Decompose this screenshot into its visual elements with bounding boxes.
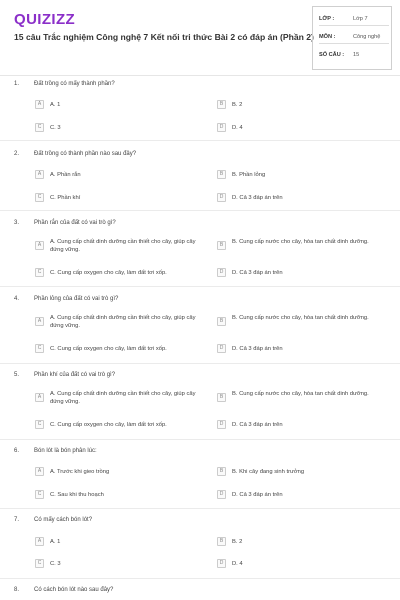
option-letter-box: B	[217, 170, 226, 179]
option-text: A. Cung cấp chất dinh dưỡng cần thiết cho cây, giúp cây đứng vững.	[50, 391, 196, 405]
option-letter-box: A	[35, 467, 44, 476]
option-text: B. 2	[232, 102, 243, 108]
option-letter-box: C	[35, 123, 44, 132]
option-text: B. Phần lỏng	[232, 172, 266, 178]
option-text: B. Cung cấp nước cho cây, hòa tan chất dinh dưỡng.	[232, 391, 369, 397]
meta-row-count	[319, 48, 389, 62]
option-text: D. 4	[232, 561, 243, 567]
option-text: A. 1	[50, 539, 61, 545]
option-text: D. Cả 3 đáp án trên	[232, 346, 283, 352]
question-number: 4.	[14, 296, 20, 302]
option-text: C. 3	[50, 561, 61, 567]
option-text: A. Trước khi gieo trồng	[50, 469, 110, 475]
meta-row-grade	[319, 12, 389, 26]
question-divider	[0, 140, 400, 141]
option-letter-box: C	[35, 490, 44, 499]
question-divider	[0, 439, 400, 440]
option-text: D. Cả 3 đáp án trên	[232, 195, 283, 201]
option-text: C. 3	[50, 125, 61, 131]
question-text: Phần lỏng của đất có vai trò gì?	[34, 296, 119, 302]
option-letter-box: D	[217, 420, 226, 429]
option-letter-box: B	[217, 100, 226, 109]
option-letter-box: A	[35, 393, 44, 402]
option-letter-box: B	[217, 317, 226, 326]
option-letter-box: B	[217, 393, 226, 402]
option-letter-box: C	[35, 559, 44, 568]
option-text: A. Cung cấp chất dinh dưỡng cần thiết cho cây, giúp cây đứng vững.	[50, 315, 196, 329]
option-text: D. 4	[232, 125, 243, 131]
question-divider	[0, 363, 400, 364]
option-text: C. Cung cấp oxygen cho cây, làm đất tơi xốp.	[50, 346, 167, 352]
worksheet-title: 15 câu Trắc nghiệm Công nghệ 7 Kết nối tri thức Bài 2 có đáp án (Phần 2)	[14, 32, 314, 42]
question-text: Bón lót là bón phân lúc:	[34, 448, 97, 454]
option-text: C. Phần khí	[50, 195, 81, 201]
option-text: A. Cung cấp chất dinh dưỡng cần thiết cho cây, giúp cây đứng vững.	[50, 239, 196, 253]
quizizz-logo: QUIZIZZ	[14, 11, 76, 28]
question-divider	[0, 286, 400, 287]
meta-key: LỚP :	[319, 16, 335, 22]
meta-box	[312, 6, 392, 70]
option-text: B. Cung cấp nước cho cây, hòa tan chất dinh dưỡng.	[232, 239, 369, 245]
option-text: A. Phần rắn	[50, 172, 81, 178]
option-letter-box: B	[217, 241, 226, 250]
question-number: 7.	[14, 517, 20, 523]
worksheet-header	[0, 0, 400, 76]
question-number: 3.	[14, 220, 20, 226]
question-divider	[0, 210, 400, 211]
option-letter-box: D	[217, 490, 226, 499]
option-text: B. Cung cấp nước cho cây, hòa tan chất dinh dưỡng.	[232, 315, 369, 321]
option-text: C. Sau khi thu hoạch	[50, 492, 104, 498]
option-letter-box: A	[35, 100, 44, 109]
question-text: Có mấy cách bón lót?	[34, 517, 93, 523]
option-text: A. 1	[50, 102, 61, 108]
question-number: 5.	[14, 372, 20, 378]
question-divider	[0, 508, 400, 509]
question-number: 8.	[14, 587, 20, 593]
question-text: Phần khí của đất có vai trò gì?	[34, 372, 116, 378]
option-text: C. Cung cấp oxygen cho cây, làm đất tơi xốp.	[50, 422, 167, 428]
meta-value: Công nghệ	[353, 34, 381, 40]
option-letter-box: A	[35, 537, 44, 546]
meta-row-subject	[319, 30, 389, 44]
meta-value: 15	[353, 52, 360, 58]
option-letter-box: D	[217, 123, 226, 132]
option-text: D. Cả 3 đáp án trên	[232, 422, 283, 428]
option-text: C. Cung cấp oxygen cho cây, làm đất tơi xốp.	[50, 270, 167, 276]
option-text: D. Cả 3 đáp án trên	[232, 270, 283, 276]
option-letter-box: A	[35, 170, 44, 179]
question-divider	[0, 578, 400, 579]
question-text: Đất trồng có mấy thành phần?	[34, 81, 115, 87]
header-divider	[0, 75, 400, 76]
question-text: Đất trồng có thành phần nào sau đây?	[34, 151, 137, 157]
question-number: 1.	[14, 81, 20, 87]
question-text: Có cách bón lót nào sau đây?	[34, 587, 114, 593]
option-letter-box: C	[35, 193, 44, 202]
meta-key: MÔN :	[319, 34, 336, 40]
option-letter-box: A	[35, 317, 44, 326]
option-text: D. Cả 3 đáp án trên	[232, 492, 283, 498]
meta-key: SỐ CÂU :	[319, 52, 345, 58]
option-letter-box: C	[35, 344, 44, 353]
option-letter-box: B	[217, 467, 226, 476]
question-number: 2.	[14, 151, 20, 157]
option-letter-box: B	[217, 537, 226, 546]
question-number: 6.	[14, 448, 20, 454]
option-letter-box: A	[35, 241, 44, 250]
option-letter-box: D	[217, 559, 226, 568]
question-text: Phần rắn của đất có vai trò gì?	[34, 220, 116, 226]
option-letter-box: D	[217, 344, 226, 353]
option-letter-box: C	[35, 420, 44, 429]
option-text: B. 2	[232, 539, 243, 545]
option-letter-box: C	[35, 268, 44, 277]
meta-value: Lớp 7	[353, 16, 368, 22]
option-text: B. Khi cây đang sinh trưởng	[232, 469, 305, 475]
option-letter-box: D	[217, 268, 226, 277]
option-letter-box: D	[217, 193, 226, 202]
